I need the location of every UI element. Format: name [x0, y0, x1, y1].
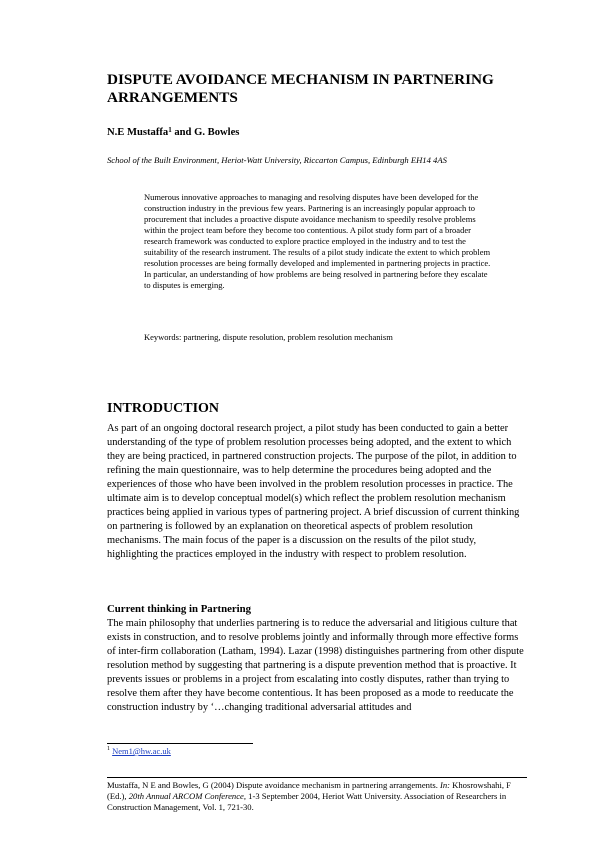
subsection-heading-current-thinking: Current thinking in Partnering [107, 603, 252, 615]
citation-authors-title: Mustaffa, N E and Bowles, G (2004) Dispute avoidance mechanism in partnering arrangements. [107, 780, 440, 790]
author-1: N.E Mustaffa [107, 127, 169, 138]
citation-block [107, 780, 531, 814]
citation-details: , 1-3 September 2004, Heriot Watt University. Association of Researchers in Construction Management, Vol. 1, 721-30. [107, 791, 507, 813]
author-line [107, 127, 239, 138]
author-2: and G. Bowles [171, 127, 240, 138]
current-thinking-paragraph: The main philosophy that underlies partnering is to reduce the adversarial and litigious culture that exists in construction, and to resolve problems jointly and informally through more effective forms of inter-firm collaboration (Latham, 1994). Lazar (1998) distinguishes partnering from other dispute resolution method by suggesting that partnering is a dispute prevention method that is proactive. It prevents issues or problems in a project from escalating into costly disputes, rather than trying to resolve them after they have become contentious. It has been proposed as a mode to reeducate the construction industry by ‘…changing traditional adversarial attitudes and [107, 618, 524, 713]
introduction-paragraph: As part of an ongoing doctoral research project, a pilot study has been conducted to gain a better understanding of the type of problem resolution processes being adopted, and the extent to which they are being practiced, in partnered construction projects. The purpose of the pilot, in addition to refining the main questionnaire, was to help determine the procedures being adopted and the experiences of those who have been involved in the problem resolution processes in practice. The ultimate aim is to develop conceptual model(s) which reflect the problem resolution mechanism practices being applied in various types of partnering project. A brief discussion of current thinking on partnering is followed by an explanation on theoretical aspects of problem resolution mechanisms. The main focus of the paper is a discussion on the results of the pilot study, highlighting the practices employed in the industry with respect to problem resolution. [107, 423, 520, 560]
section-heading-introduction: INTRODUCTION [107, 401, 220, 416]
citation-conference: 20th Annual ARCOM Conference [128, 791, 244, 802]
citation-editor: Khosrowshahi, F (Ed.), [107, 780, 511, 802]
paper-title: DISPUTE AVOIDANCE MECHANISM IN PARTNERING ARRANGEMENTS [107, 71, 494, 106]
affiliation: School of the Built Environment, Heriot-Watt University, Riccarton Campus, Edinburgh EH14 4AS [107, 155, 447, 165]
footnote [107, 746, 171, 756]
abstract: Numerous innovative approaches to managing and resolving disputes have been developed for the construction industry in the previous few years. Partnering is an increasingly popular approach to procurement that includes a proactive dispute avoidance mechanism to speedily resolve problems within the project team before they become too contentious. A pilot study form part of a broader research framework was conducted to explore practice employed in the industry and to test the suitability of the research instrument. The results of a pilot study indicate the extent to which problem resolution processes are being formally developed and implemented in partnering projects in practice. In particular, an understanding of how problems are being resolved in partnering before they escalate to disputes is emerging. [144, 192, 491, 290]
author-email-link[interactable]: Nem1@hw.ac.uk [112, 746, 171, 756]
keywords: Keywords: partnering, dispute resolution, problem resolution mechanism [144, 332, 393, 342]
footnote-divider [107, 743, 253, 744]
citation-in: In: [440, 780, 451, 790]
author-1-footnote-mark: 1 [168, 126, 172, 134]
citation-divider [107, 777, 527, 778]
footnote-mark: 1 [107, 746, 110, 752]
